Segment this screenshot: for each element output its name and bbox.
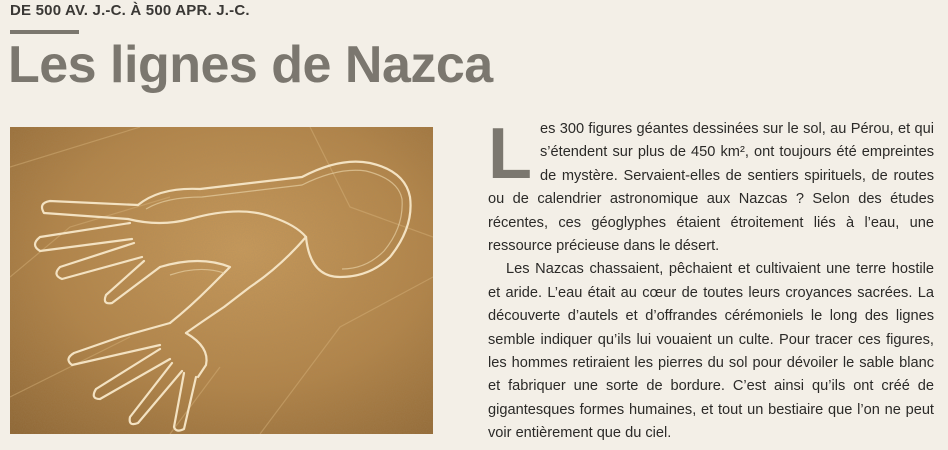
nazca-hand-geoglyph-photo [10,127,433,434]
article-body [488,114,934,446]
paragraph-1: es 300 figures géantes dessinées sur le sol, au Pérou, et qui s’étendent sur plus de 450 km², ont toujours été empreintes de mystère. Servaient-elles de sentiers spirituels, de routes ou de calendrier astronomique aux Nazcas ? Selon des études récentes, ces géoglyphes étaient étroitement liés à l’eau, une ressource précieuse dans le désert. [488,121,934,255]
page-title: Les lignes de Nazca [8,36,493,94]
dropcap: L [488,114,532,194]
paragraph-2: Les Nazcas chassaient, pêchaient et cultivaient une terre hostile et aride. L’eau était au cœur de toutes leurs croyances sacrées. La découverte d’autels et d’offrandes cérémoniels le long des lignes semble indiquer qu’ils lui vouaient un culte. Pour tracer ces figures, les hommes retiraient les pierres du sol pour dévoiler le sable blanc et fabriquer une sorte de bordure. C’est ainsi qu’ils ont créé de gigantesques formes humaines, et tout un bestiaire que l’on ne peut voir entièrement que du ciel. [488,261,934,442]
kicker: DE 500 AV. J.-C. À 500 APR. J.-C. [10,2,250,19]
